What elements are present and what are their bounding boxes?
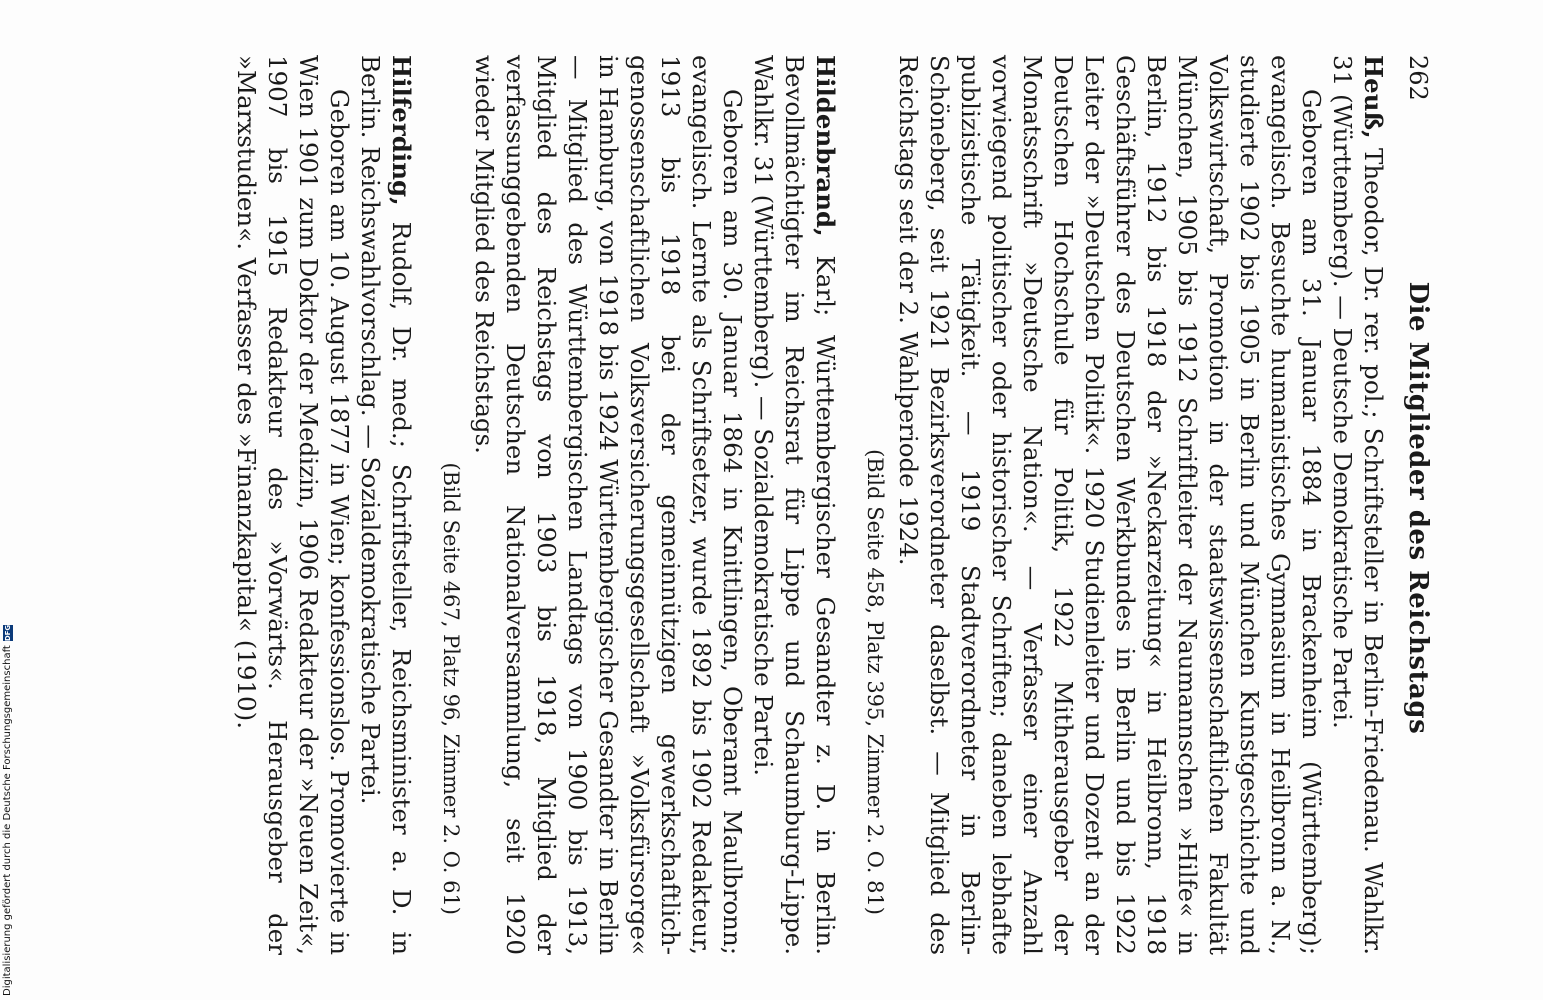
- member-name: Heuß,: [1359, 55, 1388, 139]
- member-biography: Geboren am 10. August 1877 in Wien; konfessionslos. Promovierte in Wien 1901 zum Doktor der Medizin, 1906 Redakteur der »Neuen Zeit«, 1907 bis 1915 Redakteur des »Vorwärts«. Herausgeber der »Marxstudien«. Verfasser des »Finanzkapital« (1910).: [232, 55, 354, 955]
- entry-hildenbrand: [437, 55, 841, 955]
- image-reference: (Bild Seite 458, Platz 395, Zimmer 2. O. 81): [863, 449, 887, 915]
- entry-heading: [1327, 55, 1389, 955]
- member-summary: Rudolf, Dr. med.; Schriftsteller, Reichsminister a. D. in Berlin. Reichswahlvorschlag. — Sozialdemokratische Partei.: [356, 55, 416, 955]
- member-summary: Karl; Württembergischer Gesandter z. D. in Berlin. Bevollmächtigter im Reichsrat für Lippe und Schaumburg-Lippe. Wahlkr. 31 (Württemberg). — Sozialdemokratische Partei.: [749, 55, 840, 955]
- rotated-page-content: [115, 55, 1435, 955]
- entry-heuss: [861, 55, 1389, 955]
- member-biography: Geboren am 30. Januar 1864 in Knittlingen, Oberamt Maulbronn; evangelisch. Lernte als Schriftsetzer, wurde 1892 bis 1902 Redakteur, 1913 bis 1918 bei der gemeinnützigen gewerkschaftlich-genossenschaftlichen Volksversicherungsgesellschaft »Volksfürsorge« in Hamburg, von 1918 bis 1924 Württembergischer Gesandter in Berlin — Mitglied des Württembergischen Landtags von 1900 bis 1913, Mitglied des Reichstags von 1903 bis 1918, Mitglied der verfassunggebenden Deutschen Nationalversammlung, seit 1920 wieder Mitglied des Reichstags.: [470, 55, 747, 955]
- page-header: [1401, 55, 1435, 955]
- page-number: 262: [1404, 55, 1432, 101]
- member-name: Hildenbrand,: [811, 55, 840, 237]
- credit-text: Digitalisierung gefördert durch die Deutsche Forschungsgemeinschaft: [2, 645, 13, 996]
- entry-heading: [355, 55, 417, 955]
- member-biography: Geboren am 31. Januar 1884 in Brackenheim (Württemberg); evangelisch. Besuchte humanistisches Gymnasium in Heilbronn a. N., studierte 1902 bis 1905 in Berlin und München Kunstgeschichte und Volkswirtschaft, Promotion in der staatswissenschaftlichen Fakultät München, 1905 bis 1912 Schriftleiter der Naumannschen »Hilfe« in Berlin, 1912 bis 1918 der »Neckarzeitung« in Heilbronn, 1918 Geschäftsführer des Deutschen Werkbundes in Berlin und bis 1922 Leiter der »Deutschen Politik«. 1920 Studienleiter und Dozent an der Deutschen Hochschule für Politik, 1922 Mitherausgeber der Monatsschrift »Deutsche Nation«. — Verfasser einer Anzahl vorwiegend politischer oder historischer Schriften; daneben lebhafte publizistische Tätigkeit. — 1919 Stadtverordneter in Berlin-Schöneberg, seit 1921 Bezirksverordneter daselbst. — Mitglied des Reichstags seit der 2. Wahlperiode 1924.: [894, 55, 1326, 955]
- digitization-credit: [2, 396, 13, 996]
- entry-hilferding: [231, 55, 417, 955]
- dfg-logo-icon: DFG: [3, 624, 12, 642]
- member-name: Hilferding,: [387, 55, 416, 206]
- entry-heading: [748, 55, 841, 955]
- image-reference: (Bild Seite 467, Platz 96, Zimmer 2. O. 61): [439, 462, 463, 915]
- running-title: Die Mitglieder des Reichstags: [1403, 281, 1433, 735]
- member-summary: Theodor, Dr. rer. pol.; Schriftsteller in Berlin-Friedenau. Wahlkr. 31 (Württemberg). — Deutsche Demokratische Partei.: [1328, 55, 1388, 955]
